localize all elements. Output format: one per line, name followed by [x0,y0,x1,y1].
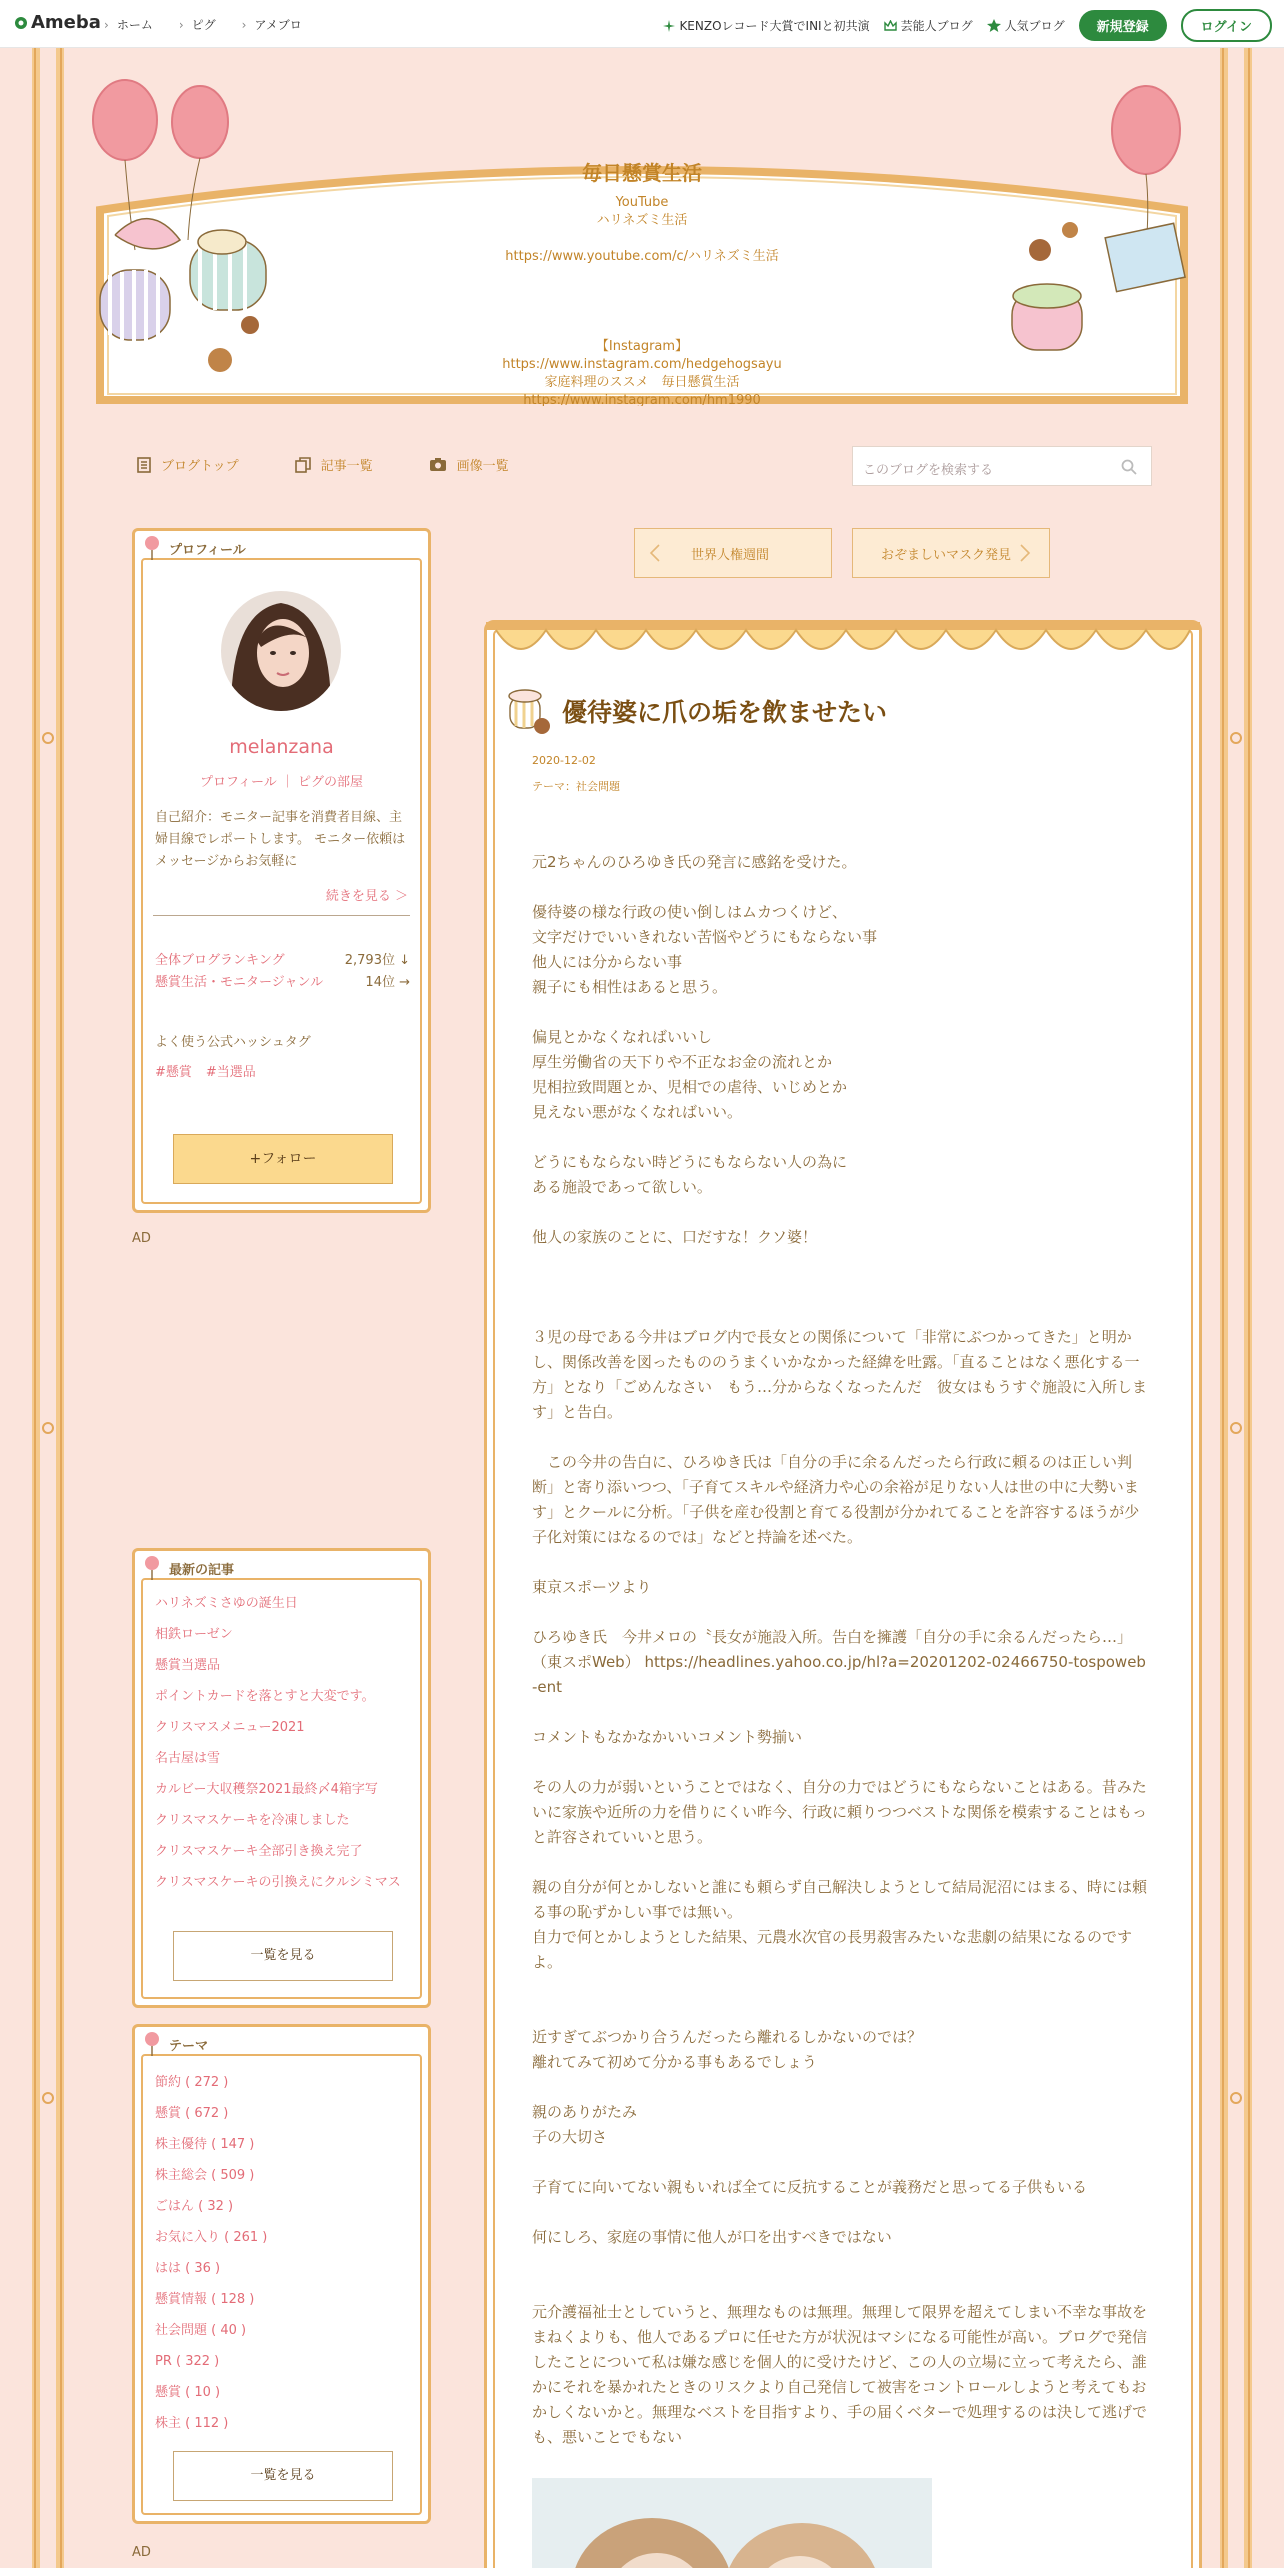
nav-ameblo[interactable]: › アメブロ [242,16,302,33]
profile-box [132,528,431,1213]
nav-image-list-label: 画像一覧 [456,459,509,474]
themes-box [132,2024,431,2524]
sparkle-icon [663,20,675,32]
pin-icon [143,535,161,561]
logo-text: Ameba [31,12,101,33]
article-paragraph: ３児の母である今井はブログ内で長女との関係について「非常にぶつかってきた」と明かし、関係改善を図ったもののうまくいかなかった経緯を吐露。「直ることはなく悪化する一方」となり「ごめんなさい もう…分からなくなったんだ 彼女はもうすぐ施設に入所します」と告白。 [532,1328,1148,1421]
nav-entry-list[interactable] [295,455,373,474]
search-placeholder: このブログを検索する [863,463,994,478]
header-desc-channel: ハリネズミ生活 [596,213,688,228]
nav-entry-list-label: 記事一覧 [320,459,373,474]
hashtag-item[interactable]: #当選品 [205,1065,256,1080]
genre-ranking[interactable] [155,971,410,990]
article-paragraph: 東京スポーツより [532,1578,652,1596]
article-paragraph: 他人の家族のことに、口だすな！クソ婆！ [532,1228,818,1246]
article-paragraph: 子育てに向いてない親もいれば全てに反抗することが義務だと思ってる子供もいる [532,2178,1088,2196]
prev-entry-button[interactable] [634,528,832,578]
profile-links[interactable]: プロフィール ｜ ピグの部屋 [200,775,363,790]
register-button[interactable]: 新規登録 [1079,10,1167,41]
article-date: 2020-12-02 [532,754,596,767]
theme-item[interactable]: 懸賞 ( 672 ) [155,2106,229,2121]
article-paragraph: コメントもなかなかいいコメント勢揃い [532,1728,803,1746]
header-desc-cooking: 家庭料理のススメ 毎日懸賞生活 [544,375,740,390]
top-bar [0,0,1284,48]
document-icon [137,457,151,473]
ameba-logo[interactable] [14,12,101,33]
avatar[interactable] [221,591,341,711]
hashtag-list [155,1061,256,1080]
recent-item[interactable]: クリスマスケーキの引換えにクルシミマス [155,1875,401,1890]
nav-home[interactable]: › ホーム [104,16,153,33]
profile-divider [153,915,410,916]
nav-pigg[interactable]: › ピグ [179,16,216,33]
next-entry-label: おぞましいマスク発見 [881,547,1012,563]
ad-label: AD [132,1231,151,1246]
recent-item[interactable]: クリスマスケーキ全部引き換え完了 [155,1844,363,1859]
theme-item[interactable]: 社会問題 ( 40 ) [155,2323,247,2338]
article-photo-image [532,2478,932,2568]
theme-item[interactable]: 懸賞情報 ( 128 ) [155,2292,255,2307]
header-desc-youtube-url[interactable]: https://www.youtube.com/c/ハリネズミ生活 [505,249,779,264]
chevron-left-icon [649,543,661,563]
recent-item[interactable]: カルビー大収穫祭2021最終〆4箱字写 [155,1782,378,1797]
article-paragraph: 親の自分が何とかしないと誰にも頼らず自己解決しようとして結局泥沼にはまる、時には頼る事の恥ずかしい事では無い。 自力で何とかしようとした結果、元農水次官の長男殺害みたいな悲劇の結果になるのですよ。 [532,1878,1148,1971]
article-paragraph: 元介護福祉士としていうと、無理なものは無理。無理して限界を超えてしまい不幸な事故をまねくよりも、他人であるプロに任せた方が状況はマシになる可能性が高い。ブログで発信したことについて私は嫌な感じを個人的に受けたけど、この人の立場に立って考えたら、誰かにそれを暴かれたときのリスクより自己発信して被害をコントロールしようと考えてもおかしくないかと。無理なベストを目指すより、手の届くベターで処理するのは決して逃げでも、悪いことでもない [532,2303,1148,2446]
next-entry-button[interactable] [852,528,1050,578]
theme-item[interactable]: お気に入り ( 261 ) [155,2230,268,2245]
article-photo[interactable] [532,2478,932,2568]
left-border-decoration [30,48,66,2568]
recent-more-button[interactable]: 一覧を見る [173,1931,393,1981]
search-icon[interactable] [1121,459,1137,475]
ameba-logo-icon [14,16,28,30]
recent-item[interactable]: 名古屋は雪 [155,1751,221,1766]
blog-nav [137,455,509,474]
follow-button[interactable]: +フォロー [173,1134,393,1184]
themes-heading: テーマ [169,2039,209,2054]
login-button[interactable]: ログイン [1181,9,1272,42]
top-right [663,9,1272,42]
star-icon [987,19,1001,32]
recent-item[interactable]: 懸賞当選品 [155,1658,221,1673]
celebrity-blog-label: 芸能人ブログ [900,19,973,33]
profile-intro: 自己紹介：モニター記事を消費者目線、主婦目線でレポートします。 モニター依頼はメッセージからお気軽に [155,810,406,869]
theme-item[interactable]: 懸賞 ( 10 ) [155,2385,221,2400]
article-paragraph: その人の力が弱いということではなく、自分の力ではどうにもならないことはある。昔みたいに家族や近所の力を借りにくい昨今、行政に頼りつつベストな関係を模索することはもっと許容されていいと思う。 [532,1778,1148,1846]
header-desc-youtube: YouTube [615,195,669,210]
pin-icon [143,2031,161,2057]
camera-icon [429,457,447,472]
promo-link-label: KENZOレコード大賞でINIと初共演 [679,19,870,33]
themes-more-button[interactable]: 一覧を見る [173,2451,393,2501]
copy-icon [295,457,311,473]
header-desc-instagram-url[interactable]: https://www.instagram.com/hedgehogsayu [502,357,782,372]
nav-blog-top[interactable] [137,455,239,474]
recent-item[interactable]: ポイントカードを落とすと大変です。 [155,1689,375,1704]
prev-entry-label: 世界人権週間 [691,547,770,563]
article-paragraph: どうにもならない時どうにもならない人の為に ある施設であって欲しい。 [532,1153,848,1196]
article-paragraph: この今井の告白に、ひろゆき氏は「自分の手に余るんだったら行政に頼るのは正しい判断」と寄り添いつつ、「子育てスキルや経済力や心の余裕が足りない人は世の中に大勢います」とクールに分析。「子供を産む役割と育てる役割が分かれてることを許容するほうが少子化対策にはなるのでは」などと持論を述べた。 [532,1453,1140,1546]
article-drape-decoration [486,622,1200,672]
blog-search-input[interactable] [852,446,1152,486]
header-desc-instagram: 【Instagram】 [595,339,689,354]
overall-ranking[interactable] [155,949,410,968]
recent-item[interactable]: ハリネズミさゆの誕生日 [155,1596,298,1611]
recent-heading: 最新の記事 [169,1563,235,1578]
article-title[interactable]: 優待婆に爪の垢を飲ませたい [562,698,888,727]
popular-blog-link[interactable] [987,17,1065,34]
recent-item[interactable]: クリスマスメニュー2021 [155,1720,305,1735]
chevron-right-icon [1019,543,1031,563]
theme-item[interactable]: 株主優待 ( 147 ) [155,2137,255,2152]
article-theme[interactable]: テーマ：社会問題 [532,780,620,793]
theme-item[interactable]: 株主 ( 112 ) [155,2416,229,2431]
theme-item[interactable]: PR ( 322 ) [155,2354,220,2369]
article-paragraph: ひろゆき氏 今井メロの〝長女が施設入所。告白を擁護「自分の手に余るんだったら…」 （東スポWeb） https://headlines.yahoo.co.jp/hl?a=20201202-02466750-tospoweb-ent [532,1628,1146,1696]
overall-ranking-value: 2,793位 ↓ [344,953,410,968]
article-paragraph: 親のありがたみ 子の大切さ [532,2103,638,2146]
header-desc-instagram-url-2[interactable]: https://www.instagram.com/hm1990 [523,393,761,406]
themes-list [155,2075,412,2447]
popular-blog-label: 人気ブログ [1004,19,1065,33]
profile-heading: プロフィール [169,543,246,558]
theme-item[interactable]: ごはん ( 32 ) [155,2199,234,2214]
genre-ranking-label: 懸賞生活・モニタージャンル [155,975,324,990]
article-paragraph: 近すぎてぶつかり合うんだったら離れるしかないのでは？ 離れてみて初めて分かる事もあるでしょう [532,2028,923,2071]
article-paragraph: 優待婆の様な行政の使い倒しはムカつくけど、 文字だけでいいきれない苦悩やどうにもならない事 他人には分からない事 親子にも相性はあると思う。 [532,903,878,996]
recent-posts-box [132,1548,431,2008]
gift-title-icon [506,682,552,736]
genre-ranking-value: 14位 → [365,975,410,990]
recent-item[interactable]: 相鉄ローゼン [155,1627,233,1642]
nav-blog-top-label: ブログトップ [161,459,239,474]
overall-ranking-label: 全体ブログランキング [155,953,285,968]
article-paragraph: 何にしろ、家庭の事情に他人が口を出すべきではない [532,2228,892,2246]
celebrity-blog-link[interactable] [884,17,973,34]
hashtag-item[interactable]: #懸賞 [155,1065,192,1080]
pin-icon [143,1555,161,1581]
crown-icon [884,20,897,32]
article-paragraph: 偏見とかなくなればいいし 厚生労働省の天下りや不正なお金の流れとか 児相拉致問題とか、児相での虐待、いじめとか 見えない悪がなくなればいい。 [532,1028,848,1121]
global-nav [104,16,302,33]
right-border-decoration [1218,48,1254,2568]
theme-item[interactable]: はは ( 36 ) [155,2261,221,2276]
hashtag-heading: よく使う公式ハッシュタグ [155,1035,311,1050]
nav-image-list[interactable] [429,455,509,474]
blog-title[interactable]: 毎日懸賞生活 [582,161,702,185]
promo-link[interactable] [663,17,869,34]
article-paragraph: 元2ちゃんのひろゆき氏の発言に感銘を受けた。 [532,853,857,871]
ad-label-bottom: AD [132,2545,151,2560]
profile-name[interactable]: melanzana [229,736,334,758]
recent-list [155,1596,412,1906]
recent-item[interactable]: クリスマスケーキを冷凍しました [155,1813,350,1828]
theme-item[interactable]: 株主総会 ( 509 ) [155,2168,255,2183]
theme-item[interactable]: 節約 ( 272 ) [155,2075,229,2090]
profile-more-link[interactable]: 続きを見る ＞ [325,889,408,904]
